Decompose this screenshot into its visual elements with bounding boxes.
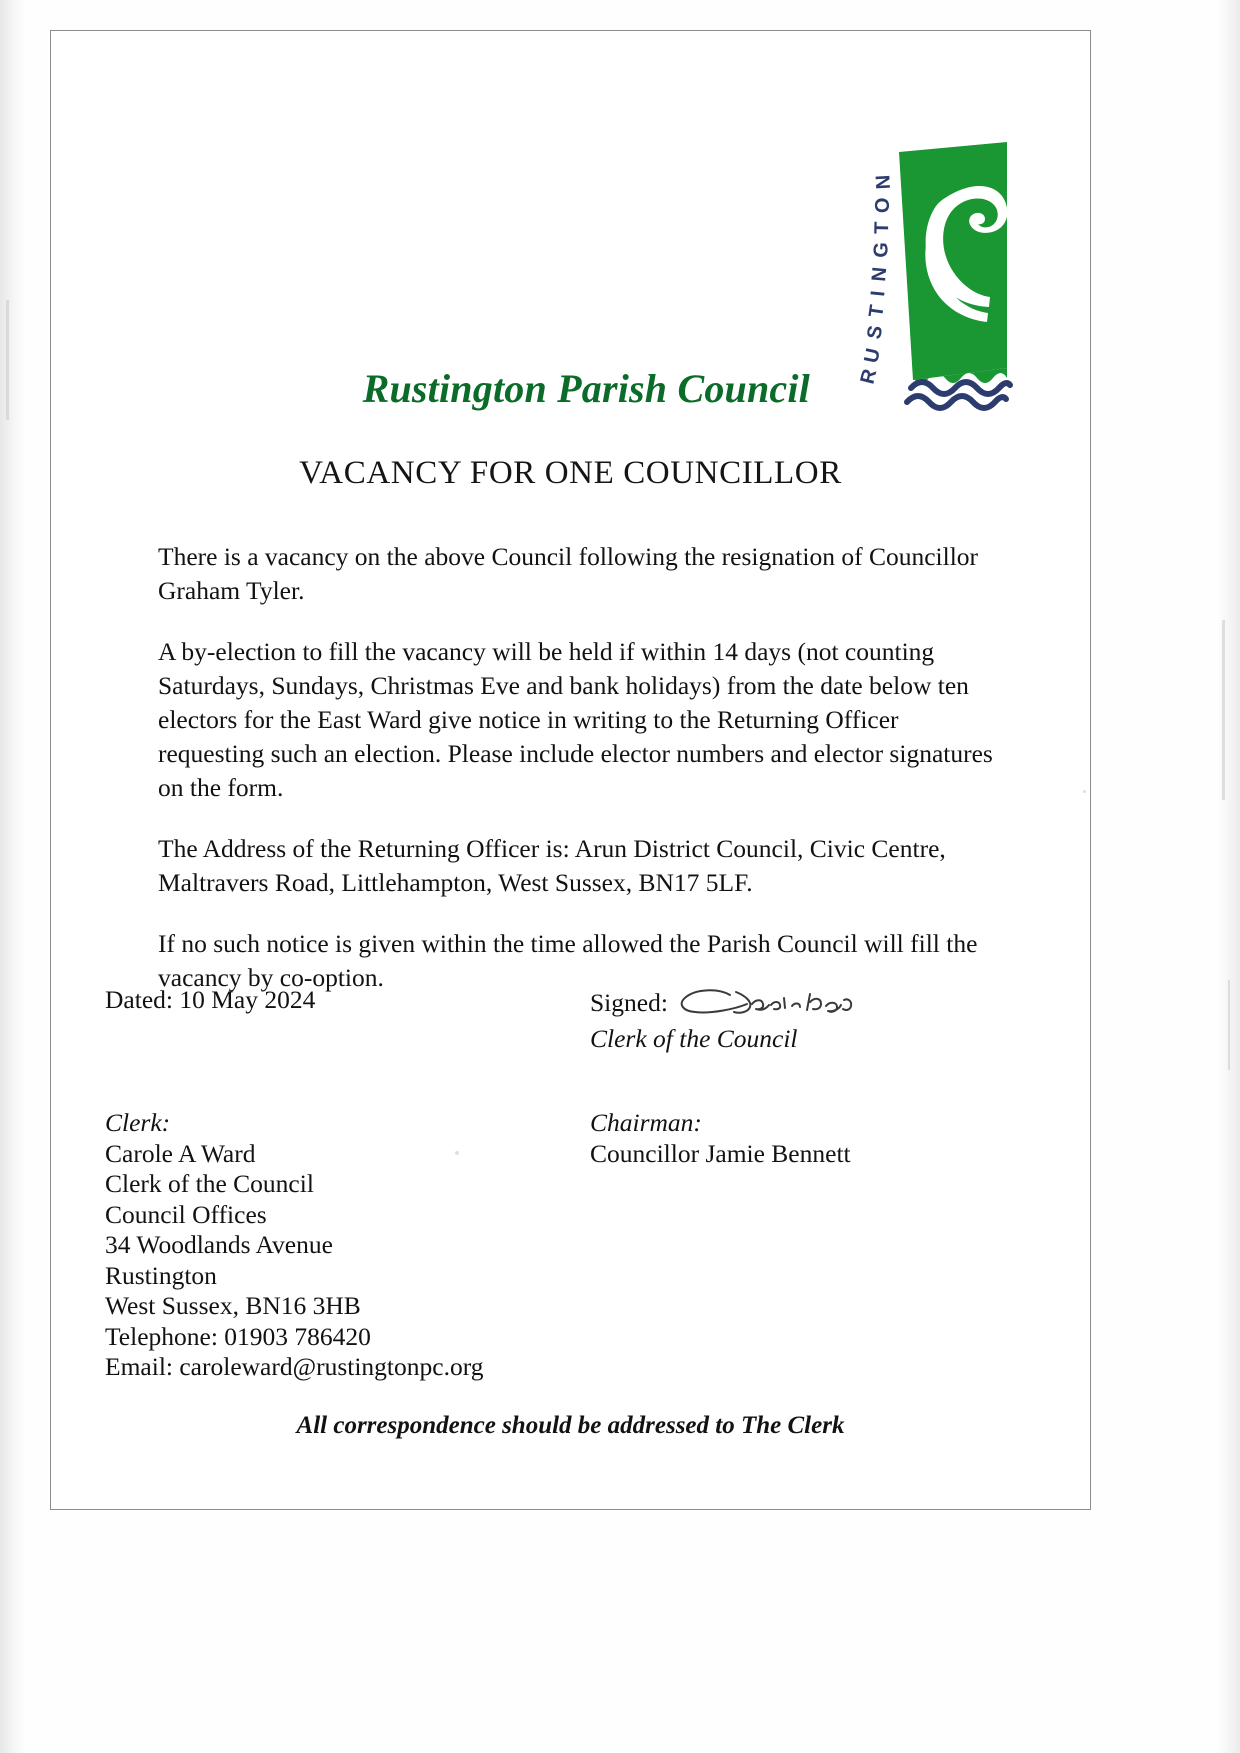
body-text [158,540,1008,995]
signed-label: Signed: [590,988,668,1017]
svg-text:T: T [871,221,894,235]
svg-text:G: G [870,241,893,259]
clerk-role-label: Clerk: [105,1108,171,1137]
chairman-contact-block [590,1108,1030,1169]
clerk-contact-block [105,1108,575,1383]
clerk-town: Rustington [105,1260,217,1290]
clerk-email: Email: caroleward@rustingtonpc.org [105,1352,484,1381]
signed-line [590,985,1020,1021]
scan-speck [6,300,9,420]
svg-text:I: I [867,289,890,298]
signed-block [590,985,1020,1054]
chairman-name: Councillor Jamie Bennett [590,1138,851,1168]
organisation-name: Rustington Parish Council [362,366,810,411]
scan-edge-right [1216,0,1240,1753]
rustington-parish-council-logo [795,140,1025,415]
svg-text:N: N [872,174,895,190]
paragraph-by-election: A by-election to fill the vacancy will be held if within 14 days (not counting Saturdays, Sundays, Christmas Eve and bank holidays) from the date below ten electors for the East Ward give notice in writing to the Returning Officer requesting such an election. Please include elector numbers and elector signatures on the form. [158,637,993,802]
scan-speck [1222,620,1225,800]
svg-text:T: T [865,303,889,319]
clerk-county-postcode: West Sussex, BN16 3HB [105,1291,361,1320]
clerk-office: Council Offices [105,1199,267,1229]
scan-dust [1083,790,1086,793]
document-page [50,30,1091,1510]
clerk-telephone: Telephone: 01903 786420 [105,1321,371,1351]
dated-text: Dated: 10 May 2024 [105,985,316,1014]
svg-text:N: N [868,266,892,283]
scan-dust [455,1151,459,1155]
paragraph-resignation: There is a vacancy on the above Council following the resignation of Councillor Graham Tyler. [158,542,979,605]
paragraph-co-option: If no such notice is given within the time allowed the Parish Council will fill the vacancy by co-option. [158,929,978,992]
clerk-job-title: Clerk of the Council [105,1169,314,1198]
scan-speck [1228,980,1230,1070]
svg-text:S: S [863,323,888,341]
signature-mark [674,986,864,1020]
footer-note: All correspondence should be addressed to The Clerk [296,1412,845,1439]
signed-title: Clerk of the Council [590,1024,798,1053]
svg-text:O: O [871,197,894,214]
paragraph-returning-officer-address: The Address of the Returning Officer is: Arun District Council, Civic Centre, Maltravers Road, Littlehampton, West Sussex, BN17 5LF. [158,834,946,897]
svg-text:U: U [860,346,885,366]
clerk-street: 34 Woodlands Avenue [105,1230,333,1259]
scan-edge-left [0,0,26,1753]
page-title: VACANCY FOR ONE COUNCILLOR [299,455,842,491]
svg-text:R: R [856,366,882,387]
contact-details [50,1108,1091,1398]
clerk-name: Carole A Ward [105,1138,256,1168]
signature-row [50,985,1091,1095]
chairman-role-label: Chairman: [590,1108,702,1137]
